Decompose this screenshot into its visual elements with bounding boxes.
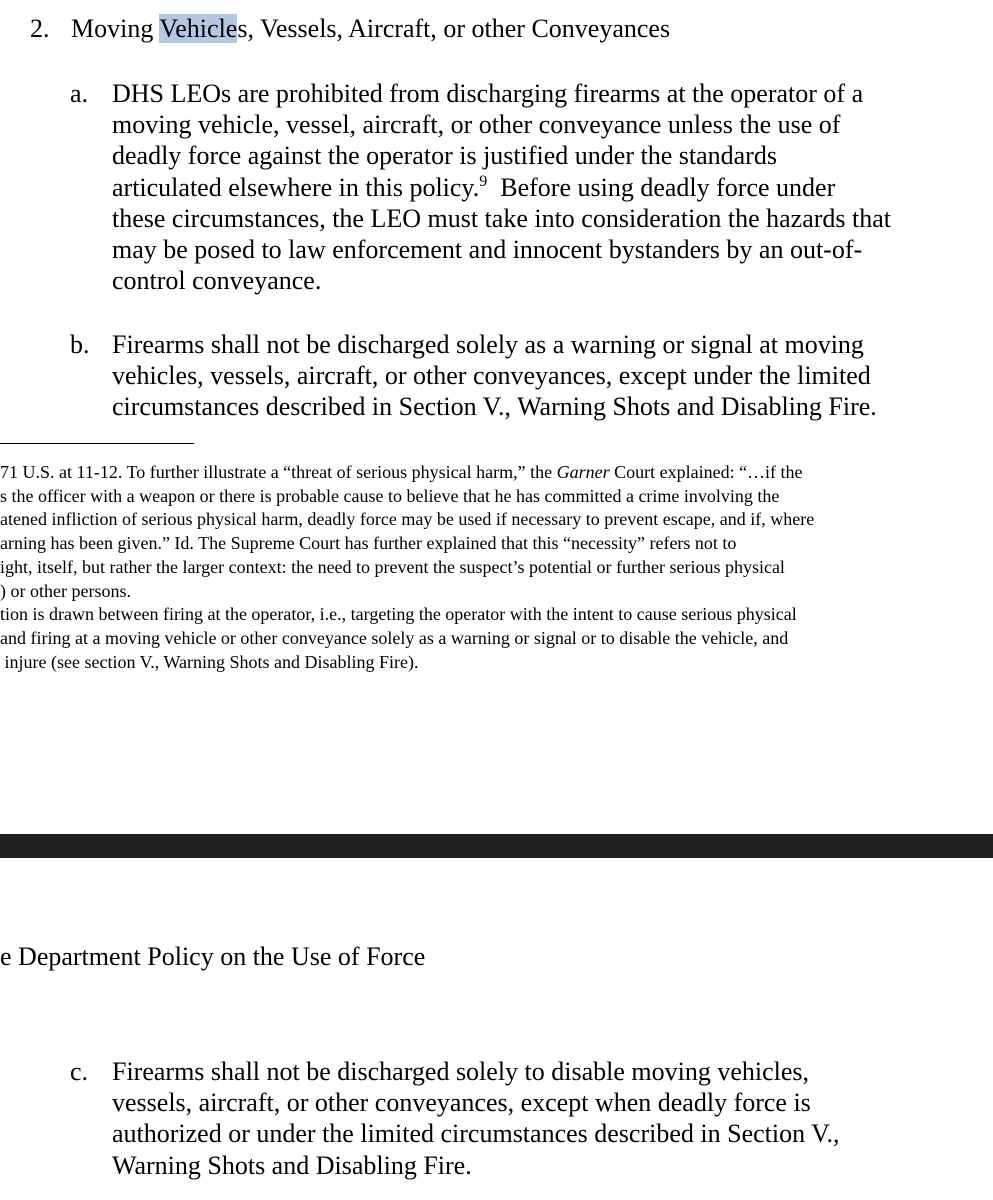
item-line	[112, 172, 835, 203]
footnote-line: ight, itself, but rather the larger context: the need to prevent the suspect’s potential or further serious physical	[0, 556, 785, 577]
case-name: Garner	[556, 462, 610, 482]
footnote-line: arning has been given.” Id. The Supreme Court has further explained that this “necessity” refers not to	[0, 533, 737, 554]
item-line: vessels, aircraft, or other conveyances, except when deadly force is	[112, 1088, 811, 1118]
text-selection-highlight[interactable]: Vehicle	[159, 14, 238, 43]
running-header: e Department Policy on the Use of Force	[0, 942, 426, 971]
item-line: Firearms shall not be discharged solely to disable moving vehicles,	[112, 1057, 810, 1086]
item-line: moving vehicle, vessel, aircraft, or other conveyance unless the use of	[112, 110, 841, 140]
footnote-line	[0, 461, 803, 485]
page-separator-bar	[0, 834, 993, 858]
item-line: authorized or under the limited circumstances described in Section V.,	[112, 1119, 840, 1149]
item-line-text: articulated elsewhere in this policy.	[112, 172, 480, 202]
item-line-text: Before using deadly force under	[487, 172, 836, 202]
item-line: these circumstances, the LEO must take into consideration the hazards that	[112, 203, 892, 233]
footnote-separator	[0, 443, 194, 444]
footnote-text: Court explained: “…if the	[609, 462, 803, 482]
footnote-line: atened infliction of serious physical harm, deadly force may be used if necessary to prevent escape, and if, where	[0, 509, 815, 530]
footnote-line: s the officer with a weapon or there is probable cause to believe that he has committed a crime involving the	[0, 485, 780, 506]
footnote-line: ) or other persons.	[0, 580, 131, 601]
item-marker: a.	[70, 79, 89, 108]
footnote-reference: 9	[479, 172, 488, 190]
item-line: may be posed to law enforcement and innocent bystanders by an out-of-	[112, 235, 863, 264]
section-number: 2.	[30, 14, 50, 43]
item-marker: c.	[70, 1057, 89, 1086]
item-marker: b.	[70, 330, 90, 359]
section-title-end: s, Vessels, Aircraft, or other Conveyances	[237, 14, 671, 43]
item-line: control conveyance.	[112, 266, 322, 296]
footnote-line: tion is drawn between firing at the operator, i.e., targeting the operator with the intent to cause serious physical	[0, 604, 797, 625]
item-line: deadly force against the operator is justified under the standards	[112, 141, 777, 171]
section-title-start: Moving	[71, 14, 160, 43]
footnote-line: and firing at a moving vehicle or other conveyance solely as a warning or signal or to disable the vehicle, and	[0, 627, 789, 648]
item-line: Firearms shall not be discharged solely as a warning or signal at moving	[112, 330, 864, 359]
item-line: vehicles, vessels, aircraft, or other conveyances, except under the limited	[112, 361, 871, 391]
item-line: Warning Shots and Disabling Fire.	[112, 1150, 472, 1180]
section-title	[71, 13, 670, 44]
footnote-line: injure (see section V., Warning Shots and Disabling Fire).	[0, 651, 419, 672]
item-line: DHS LEOs are prohibited from discharging firearms at the operator of a	[112, 79, 864, 108]
footnote-text: 71 U.S. at 11-12. To further illustrate a “threat of serious physical harm,” the	[0, 462, 557, 482]
item-line: circumstances described in Section V., Warning Shots and Disabling Fire.	[112, 392, 877, 422]
